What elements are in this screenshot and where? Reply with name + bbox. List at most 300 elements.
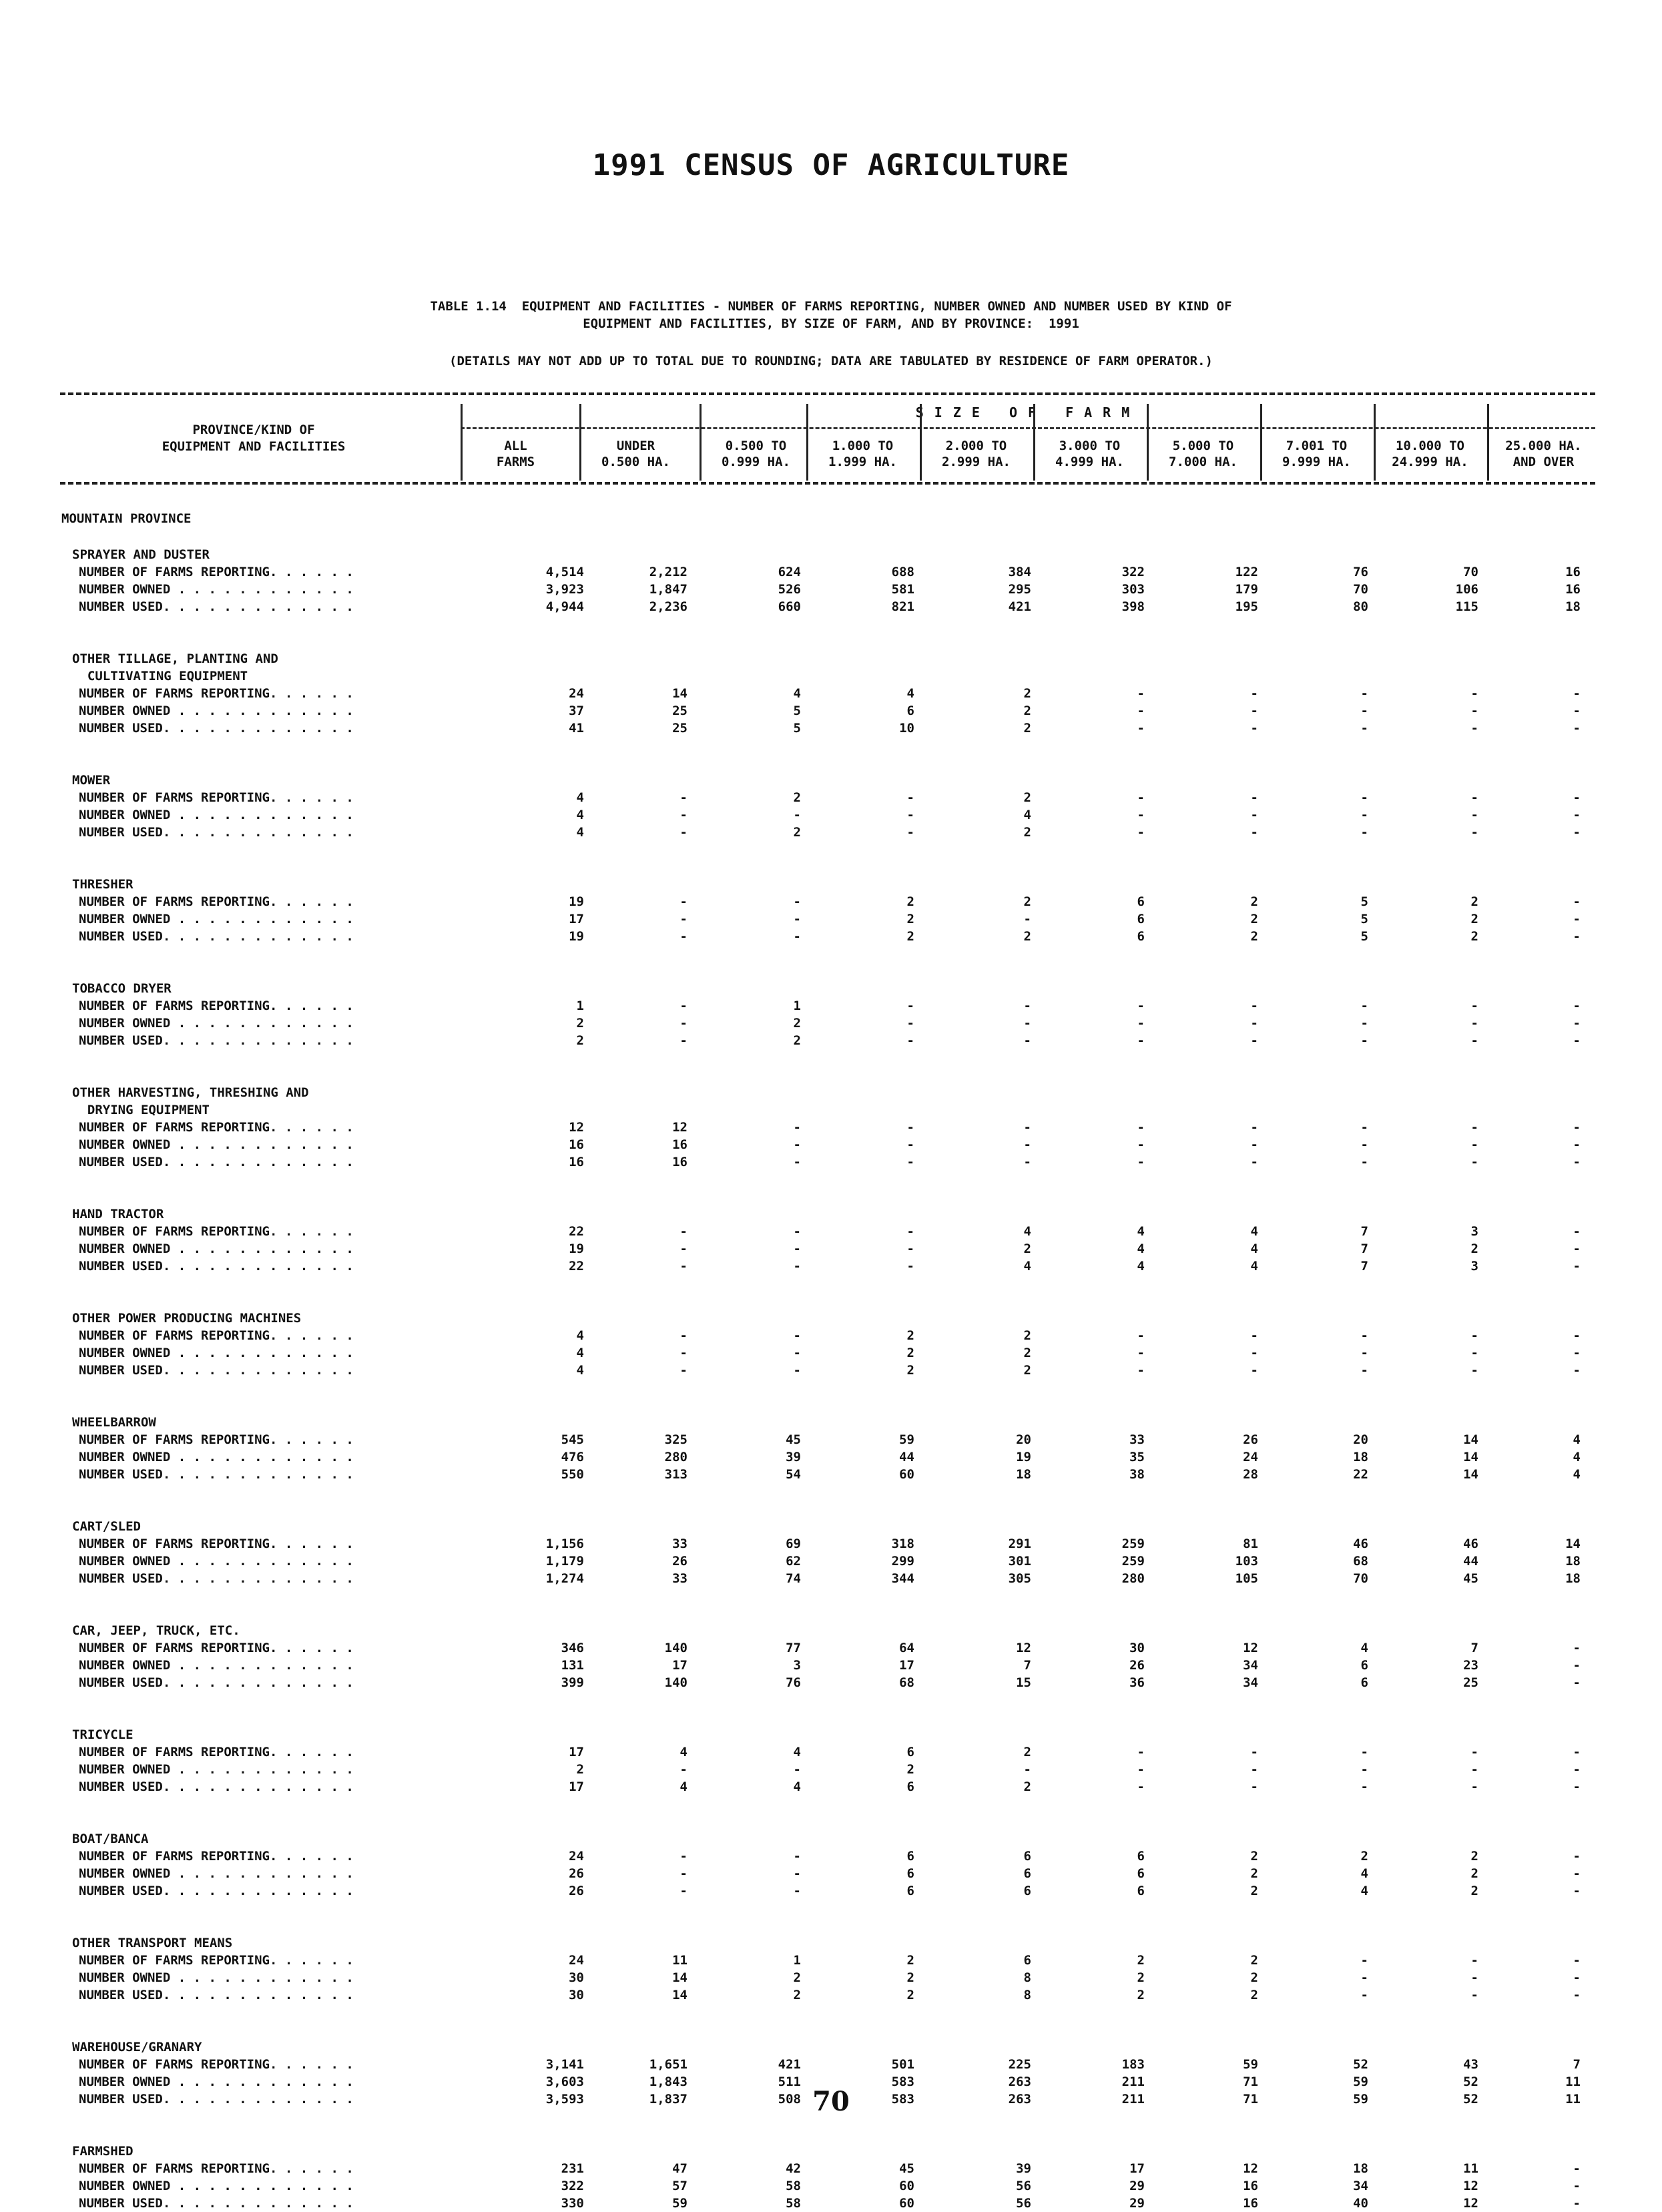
row-label: NUMBER USED. . . . . . . . . . . . . [79,721,354,736]
table-cell: 421 [1008,599,1031,614]
table-cell: - [1023,999,1031,1013]
table-cell: 476 [561,1450,584,1464]
table-cell: - [1137,1155,1145,1169]
row-label: NUMBER USED. . . . . . . . . . . . . [79,1033,354,1048]
table-cell: - [1573,2196,1581,2211]
table-cell: 4 [1573,1432,1581,1447]
column-header [808,438,918,470]
table-cell: 6 [1137,1884,1145,1898]
table-cell: 16 [672,1155,687,1169]
table-cell: 179 [1235,582,1258,597]
table-cell: 44 [1463,1554,1478,1569]
table-cell: 295 [1008,582,1031,597]
table-cell: 1 [793,999,801,1013]
table-cell: 2 [1023,1363,1031,1378]
table-cell: 57 [672,2179,687,2193]
table-cell: - [1573,929,1581,944]
table-cell: - [1250,1155,1258,1169]
table-cell: - [793,1762,801,1777]
table-cell: - [906,1259,914,1274]
table-cell: 2 [1023,1346,1031,1360]
table-cell: 8 [1023,1970,1031,1985]
table-cell: - [1137,1328,1145,1343]
size-header-rule [461,427,1595,429]
table-cell: 583 [891,2092,914,2107]
table-cell: 26 [1129,1658,1145,1673]
table-cell: 6 [1137,1849,1145,1864]
table-cell: 3 [793,1658,801,1673]
row-label: NUMBER USED. . . . . . . . . . . . . [79,1571,354,1586]
table-cell: 7 [1360,1241,1368,1256]
row-label: NUMBER OF FARMS REPORTING. . . . . . [79,1120,354,1135]
table-cell: 3 [1470,1259,1478,1274]
table-cell: 18 [1016,1467,1031,1482]
table-cell: - [1250,1762,1258,1777]
table-cell: - [1573,1641,1581,1655]
table-cell: 4 [576,790,584,805]
table-cell: - [1250,721,1258,736]
table-cell: 2 [1470,1849,1478,1864]
table-cell: 14 [672,686,687,701]
row-label: NUMBER OF FARMS REPORTING. . . . . . [79,686,354,701]
table-cell: - [793,1120,801,1135]
table-cell: 25 [672,704,687,718]
table-cell: - [1573,1849,1581,1864]
table-cell: 6 [1023,1849,1031,1864]
table-cell: 105 [1235,1571,1258,1586]
row-label: NUMBER OF FARMS REPORTING. . . . . . [79,1537,354,1551]
equipment-name: MOWER [72,773,111,788]
table-cell: 5 [1360,894,1368,909]
row-label: NUMBER USED. . . . . . . . . . . . . [79,2092,354,2107]
table-cell: 70 [1463,565,1478,579]
table-cell: - [1250,1137,1258,1152]
table-cell: - [1470,1988,1478,2002]
column-header [1035,438,1145,470]
equipment-name: BOAT/BANCA [72,1832,149,1846]
table-cell: - [1470,1346,1478,1360]
table-cell: - [1023,912,1031,926]
table-cell: - [679,1363,687,1378]
table-cell: 1,837 [649,2092,687,2107]
column-header-line-1: UNDER [616,439,655,453]
equipment-name: FARMSHED [72,2144,133,2159]
table-cell: - [793,1259,801,1274]
table-row [0,1223,1662,1240]
table-cell: 2 [906,1328,914,1343]
table-cell: 140 [664,1641,687,1655]
table-cell: 4 [793,686,801,701]
table-cell: - [679,1762,687,1777]
table-cell: 305 [1008,1571,1031,1586]
table-cell: 41 [569,721,584,736]
column-header [461,438,571,470]
table-cell: 6 [1137,1866,1145,1881]
table-cell: 45 [899,2161,914,2176]
row-label: NUMBER USED. . . . . . . . . . . . . [79,1259,354,1274]
table-cell: 20 [1353,1432,1368,1447]
table-cell: - [793,1849,801,1864]
table-cell: 17 [899,1658,914,1673]
table-cell: 1,847 [649,582,687,597]
table-cell: - [679,1328,687,1343]
table-cell: - [1250,1033,1258,1048]
table-cell: 195 [1235,599,1258,614]
table-cell: - [1573,790,1581,805]
table-cell: 2 [1023,929,1031,944]
table-cell: 2,236 [649,599,687,614]
row-label: NUMBER USED. . . . . . . . . . . . . [79,1363,354,1378]
table-cell: 318 [891,1537,914,1551]
column-header-line-1: 7.001 TO [1286,439,1348,453]
equipment-name: OTHER POWER PRODUCING MACHINES [72,1311,302,1326]
table-cell: 10 [899,721,914,736]
table-cell: 1,274 [545,1571,584,1586]
table-cell: 30 [569,1970,584,1985]
table-row [0,1553,1662,1570]
table-cell: - [1137,999,1145,1013]
table-cell: 581 [891,582,914,597]
table-cell: - [1360,1033,1368,1048]
table-cell: 2 [1023,1241,1031,1256]
table-cell: 183 [1121,2057,1145,2072]
table-row [0,1882,1662,1900]
table-cell: - [793,912,801,926]
table-cell: - [1023,1016,1031,1031]
table-cell: 4 [1573,1467,1581,1482]
table-cell: 4 [793,1779,801,1794]
table-cell: 140 [664,1675,687,1690]
table-cell: 3,603 [545,2075,584,2089]
table-cell: 12 [1243,2161,1258,2176]
table-cell: - [906,790,914,805]
table-cell: 2 [1137,1970,1145,1985]
table-cell: 624 [778,565,801,579]
table-cell: 2 [1137,1953,1145,1968]
table-cell: 106 [1455,582,1478,597]
table-cell: - [1573,1155,1581,1169]
table-cell: 58 [786,2179,801,2193]
column-divider [1260,404,1262,481]
row-label: NUMBER OF FARMS REPORTING. . . . . . [79,2161,354,2176]
table-cell: - [1470,1016,1478,1031]
table-cell: - [1573,686,1581,701]
table-cell: 330 [561,2196,584,2211]
table-row [0,1431,1662,1448]
table-cell: 2 [1470,1241,1478,1256]
table-cell: - [1360,1970,1368,1985]
table-row [0,1952,1662,1969]
table-cell: - [1137,1745,1145,1759]
table-cell: 25 [672,721,687,736]
table-cell: - [906,825,914,840]
table-cell: - [793,1224,801,1239]
table-cell: 225 [1008,2057,1031,2072]
row-label: NUMBER OWNED . . . . . . . . . . . . [79,1241,354,1256]
table-cell: - [679,1241,687,1256]
table-cell: 74 [786,1571,801,1586]
table-cell: 6 [906,1884,914,1898]
table-row [0,1848,1662,1865]
table-cell: 11 [1565,2092,1581,2107]
row-label: NUMBER USED. . . . . . . . . . . . . [79,1675,354,1690]
table-cell: 5 [1360,929,1368,944]
table-cell: 4 [1023,1224,1031,1239]
table-cell: 231 [561,2161,584,2176]
table-cell: 2 [1023,1745,1031,1759]
table-cell: - [1250,999,1258,1013]
row-label: NUMBER OWNED . . . . . . . . . . . . [79,1450,354,1464]
table-cell: - [1250,1745,1258,1759]
table-cell: - [1470,825,1478,840]
table-cell: - [1573,1779,1581,1794]
column-header-line-2: 2.999 HA. [942,455,1011,469]
column-header-line-2: 9.999 HA. [1282,455,1351,469]
table-cell: - [1137,1346,1145,1360]
table-cell: 17 [1129,2161,1145,2176]
table-cell: - [1470,704,1478,718]
table-cell: - [1573,1675,1581,1690]
table-cell: 69 [786,1537,801,1551]
table-cell: - [1023,1033,1031,1048]
table-cell: 2 [576,1033,584,1048]
table-cell: 1 [576,999,584,1013]
table-cell: - [679,1016,687,1031]
table-cell: 59 [1353,2092,1368,2107]
table-cell: - [1360,1155,1368,1169]
table-cell: 38 [1129,1467,1145,1482]
table-cell: - [1573,1137,1581,1152]
table-cell: 7 [1470,1641,1478,1655]
table-cell: 71 [1243,2075,1258,2089]
table-cell: - [1573,825,1581,840]
table-cell: 103 [1235,1554,1258,1569]
table-cell: 3,593 [545,2092,584,2107]
table-cell: 2 [906,1762,914,1777]
table-cell: 70 [1353,1571,1368,1586]
table-cell: 2 [1250,1849,1258,1864]
table-cell: 6 [906,1779,914,1794]
table-cell: - [1573,912,1581,926]
table-cell: 2 [1470,1884,1478,1898]
table-note: (DETAILS MAY NOT ADD UP TO TOTAL DUE TO ROUNDING; DATA ARE TABULATED BY RESIDENCE OF FARM OPERATOR.) [449,354,1213,368]
table-cell: 33 [672,1571,687,1586]
table-cell: - [1360,1120,1368,1135]
table-cell: 4 [576,1328,584,1343]
table-cell: 25 [1463,1675,1478,1690]
table-cell: 821 [891,599,914,614]
table-row [0,824,1662,841]
table-cell: 45 [786,1432,801,1447]
row-label: NUMBER USED. . . . . . . . . . . . . [79,1884,354,1898]
column-divider [806,404,808,481]
table-cell: 131 [561,1658,584,1673]
table-cell: - [1023,1155,1031,1169]
table-cell: 18 [1565,1554,1581,1569]
table-cell: - [679,825,687,840]
table-cell: - [906,1137,914,1152]
table-top-rule [60,392,1595,395]
table-cell: 37 [569,704,584,718]
table-cell: - [793,894,801,909]
table-row [0,1448,1662,1466]
stub-header [67,422,441,455]
page-title: 1991 CENSUS OF AGRICULTURE [592,148,1070,182]
table-cell: - [793,1866,801,1881]
table-row [0,1136,1662,1153]
table-cell: 2 [1023,825,1031,840]
table-cell: 6 [906,1866,914,1881]
table-cell: 313 [664,1467,687,1482]
table-cell: 33 [1129,1432,1145,1447]
equipment-name: SPRAYER AND DUSTER [72,547,210,562]
table-cell: 76 [786,1675,801,1690]
table-cell: - [1470,790,1478,805]
table-cell: 4 [1573,1450,1581,1464]
table-cell: - [1573,1346,1581,1360]
table-cell: 2 [793,1988,801,2002]
table-cell: - [1470,1033,1478,1048]
table-cell: 421 [778,2057,801,2072]
table-cell: 2 [793,1016,801,1031]
table-cell: 322 [1121,565,1145,579]
row-label: NUMBER OWNED . . . . . . . . . . . . [79,2075,354,2089]
table-cell: 4 [576,1346,584,1360]
header-bottom-rule [60,482,1595,485]
equipment-name: HAND TRACTOR [72,1207,164,1221]
table-cell: 4 [1250,1224,1258,1239]
size-of-farm-header: SIZE OF FARM [915,404,1141,421]
table-cell: - [793,1363,801,1378]
table-cell: 26 [569,1884,584,1898]
table-cell: 280 [664,1450,687,1464]
equipment-name: CULTIVATING EQUIPMENT [72,669,248,683]
table-cell: 5 [1360,912,1368,926]
table-cell: - [1470,1137,1478,1152]
table-row [0,2195,1662,2212]
table-cell: 1,179 [545,1554,584,1569]
table-row [0,685,1662,702]
table-row [0,2056,1662,2073]
table-cell: 2 [906,1988,914,2002]
table-cell: 291 [1008,1537,1031,1551]
table-cell: - [679,1224,687,1239]
table-cell: - [1137,721,1145,736]
table-cell: 2 [1470,1866,1478,1881]
table-cell: 4 [793,1745,801,1759]
table-cell: 46 [1353,1537,1368,1551]
row-label: NUMBER USED. . . . . . . . . . . . . [79,1155,354,1169]
table-cell: 4 [1360,1866,1368,1881]
table-cell: 211 [1121,2075,1145,2089]
table-cell: 26 [569,1866,584,1881]
table-cell: 2 [906,894,914,909]
table-cell: - [906,1016,914,1031]
column-divider [920,404,922,481]
table-cell: - [1360,808,1368,822]
table-cell: 29 [1129,2179,1145,2193]
table-cell: 6 [1137,912,1145,926]
table-cell: - [1250,790,1258,805]
table-cell: 2 [906,1953,914,1968]
table-cell: 2 [1250,912,1258,926]
table-cell: 19 [569,929,584,944]
table-cell: 7 [1360,1259,1368,1274]
table-cell: 2 [793,790,801,805]
table-cell: - [1470,1745,1478,1759]
table-cell: - [1573,2179,1581,2193]
table-cell: 17 [672,1658,687,1673]
table-cell: 6 [1137,929,1145,944]
row-label: NUMBER OWNED . . . . . . . . . . . . [79,1016,354,1031]
table-cell: - [679,894,687,909]
table-cell: 4 [576,1363,584,1378]
column-header [1148,438,1258,470]
table-cell: 2 [1470,912,1478,926]
caption-line-2: EQUIPMENT AND FACILITIES, BY SIZE OF FARM, AND BY PROVINCE: 1991 [583,316,1079,331]
table-cell: 19 [569,894,584,909]
table-row [0,563,1662,581]
table-cell: 14 [1463,1467,1478,1482]
table-cell: 6 [1023,1866,1031,1881]
table-cell: 2 [793,1033,801,1048]
table-cell: 17 [569,912,584,926]
table-cell: 2 [1360,1849,1368,1864]
table-cell: 14 [1463,1450,1478,1464]
table-cell: 17 [569,1745,584,1759]
column-header-line-1: 0.500 TO [725,439,787,453]
table-cell: 280 [1121,1571,1145,1586]
table-cell: - [793,1137,801,1152]
table-cell: 301 [1008,1554,1031,1569]
table-cell: 2 [1023,1779,1031,1794]
table-cell: 4 [1137,1224,1145,1239]
table-cell: 18 [1353,1450,1368,1464]
column-header-line-2: 1.999 HA. [828,455,897,469]
table-cell: - [906,1033,914,1048]
table-cell: - [1360,1953,1368,1968]
table-cell: 12 [1463,2196,1478,2211]
table-row [0,581,1662,598]
table-cell: 17 [569,1779,584,1794]
table-cell: - [1360,1363,1368,1378]
table-cell: 2 [1250,1866,1258,1881]
column-header-line-1: 25.000 HA. [1505,439,1582,453]
table-cell: 16 [569,1155,584,1169]
column-divider [1487,404,1489,481]
table-cell: - [793,1241,801,1256]
table-cell: 22 [1353,1467,1368,1482]
table-cell: 64 [899,1641,914,1655]
table-cell: - [1360,686,1368,701]
table-cell: 398 [1121,599,1145,614]
column-header-line-2: 0.999 HA. [722,455,790,469]
table-row [0,2160,1662,2177]
table-cell: 2 [1137,1988,1145,2002]
table-cell: 60 [899,1467,914,1482]
table-cell: 4 [679,1745,687,1759]
table-row [0,1015,1662,1032]
table-cell: 501 [891,2057,914,2072]
table-cell: 2 [1023,790,1031,805]
table-row [0,928,1662,945]
table-cell: 6 [1360,1658,1368,1673]
row-label: NUMBER OF FARMS REPORTING. . . . . . [79,1432,354,1447]
row-label: NUMBER OF FARMS REPORTING. . . . . . [79,565,354,579]
table-cell: 35 [1129,1450,1145,1464]
column-header [1375,438,1485,470]
table-cell: 12 [1243,1641,1258,1655]
